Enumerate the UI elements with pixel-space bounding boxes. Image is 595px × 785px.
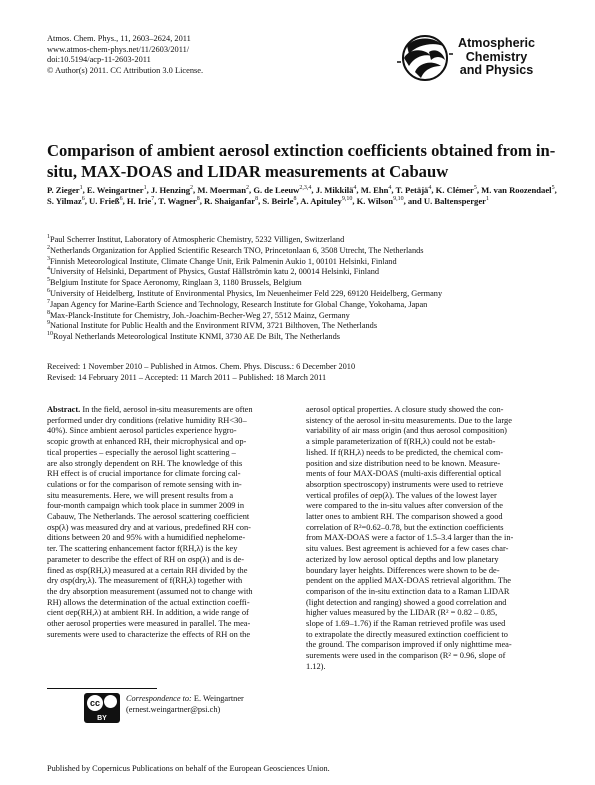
abstract-line-text: sistency of the aerosol in-situ measurements. Due to the large bbox=[306, 415, 512, 425]
logo-line-3: and Physics bbox=[459, 63, 534, 77]
abstract-line-text: variability of air mass origin (and thus aerosol composition) bbox=[306, 426, 507, 436]
abstract-line bbox=[306, 544, 555, 555]
affiliation-text: Finnish Meteorological Institute, Climate Change Unit, Erik Palmenin Aukio 1, 00101 Helsinki, Finland bbox=[50, 256, 397, 266]
abstract-line-text: ter. The scattering enhancement factor f(RH,λ) is the key bbox=[47, 544, 238, 554]
copyright: © Author(s) 2011. CC Attribution 3.0 License. bbox=[47, 65, 204, 75]
by-text: BY bbox=[97, 715, 107, 722]
abstract-line-text: correlation of R²=0.62–0.78, but the extinction coefficients bbox=[306, 522, 504, 532]
author-name: M. Ehn bbox=[360, 185, 389, 195]
affiliation-text: National Institute for Public Health and the Environment RIVM, 3721 Bilthoven, The Netherlands bbox=[50, 321, 378, 331]
abstract-line-text: parameter to describe the effect of RH on σsp(λ) and is de- bbox=[47, 554, 245, 564]
affiliation-list bbox=[47, 235, 557, 343]
abstract-line bbox=[306, 469, 555, 480]
abstract-line bbox=[306, 608, 555, 619]
abstract-line bbox=[47, 630, 296, 641]
abstract-line-text: culations or for the comparison of remote sensing with in- bbox=[47, 479, 242, 489]
author-affiliation-mark: 1 bbox=[79, 185, 83, 192]
author-name: J. Henzing bbox=[150, 185, 191, 195]
author-affiliation-mark: 7 bbox=[151, 196, 155, 203]
abstract-line bbox=[306, 405, 555, 416]
abstract-line-text: the ground. The comparison improved if only nighttime mea- bbox=[306, 640, 512, 650]
abstract-line bbox=[306, 555, 555, 566]
abstract-line bbox=[306, 416, 555, 427]
abstract-line-text: absorption spectroscopy) instruments were used to retrieve bbox=[306, 479, 504, 489]
abstract-line-text: ments of four MAX-DOAS (multi-axis differential optical bbox=[306, 469, 502, 479]
abstract-line bbox=[47, 459, 296, 470]
abstract-line bbox=[47, 523, 296, 534]
abstract-line bbox=[306, 587, 555, 598]
affiliation-number: 8 bbox=[47, 309, 50, 316]
abstract-line-text: Cabauw, The Netherlands. The aerosol scattering coefficient bbox=[47, 512, 250, 522]
abstract-line bbox=[47, 405, 296, 416]
abstract-line-text: surements were used to characterize the effects of RH on the bbox=[47, 629, 251, 639]
abstract-line bbox=[47, 426, 296, 437]
affiliation-item bbox=[47, 311, 557, 322]
author-name: K. Wilson bbox=[356, 196, 394, 207]
abstract-line bbox=[47, 501, 296, 512]
author-name: P. Zieger bbox=[47, 185, 80, 195]
abstract-line bbox=[47, 555, 296, 566]
abstract-column-right bbox=[306, 405, 555, 673]
affiliation-number: 7 bbox=[47, 299, 50, 306]
abstract-line bbox=[47, 587, 296, 598]
abstract-line-text: acterized by low aerosol optical depths and low planetary bbox=[306, 554, 499, 564]
abstract-line bbox=[306, 566, 555, 577]
abstract-line bbox=[47, 619, 296, 630]
abstract-line bbox=[306, 598, 555, 609]
abstract-line-text: four-month campaign which took place in summer 2009 in bbox=[47, 501, 245, 511]
abstract-line-text: situ values. Best agreement is achieved for a few cases char- bbox=[306, 544, 509, 554]
abstract-line bbox=[306, 640, 555, 651]
abstract-line-text: pendent on the applied MAX-DOAS retrieval algorithm. The bbox=[306, 576, 511, 586]
cc-symbol: cc bbox=[87, 695, 103, 711]
affiliation-number: 9 bbox=[47, 320, 50, 327]
abstract-line-text: cient σep(RH,λ) at ambient RH. In addition, a wide range of bbox=[47, 608, 249, 618]
abstract-line-text: are also strongly dependent on RH. The knowledge of this bbox=[47, 458, 243, 468]
abstract-line bbox=[47, 512, 296, 523]
abstract-line-text: position and size distribution need to be known. Measure- bbox=[306, 458, 501, 468]
abstract-line-text: comparison of the in-situ extinction data to a Raman LIDAR bbox=[306, 586, 510, 596]
author-affiliation-mark: 8 bbox=[196, 196, 200, 203]
abstract-line bbox=[47, 480, 296, 491]
affiliation-item bbox=[47, 289, 557, 300]
publisher-footer: Published by Copernicus Publications on behalf of the European Geosciences Union. bbox=[47, 764, 330, 773]
person-icon bbox=[104, 695, 117, 708]
abstract-line bbox=[47, 491, 296, 502]
abstract-line bbox=[306, 662, 555, 673]
affiliation-number: 3 bbox=[47, 255, 50, 262]
abstract-line-text: a simple parameterization of f(RH,λ) could not be estab- bbox=[306, 437, 496, 447]
affiliation-text: Netherlands Organization for Applied Scientific Research TNO, Princetonlaan 6, 3508 Utrecht, The Netherlands bbox=[50, 245, 424, 255]
affiliation-item bbox=[47, 332, 557, 343]
author-list: P. Zieger$^1$, E. Weingartner$^1$, J. Henzing$^2$, M. Moerman$^2$, G. de Leeuw$^{2,3,4}$, J. Mikkilä$^4$, M. Ehn$^4$, T. Petäjä$^4$, K. Clémer$^5$, M. van Roozendael$^5$, S. Yilmaz$^6$, U. Frieß$^6$, H. Irie$^7$, T. Wagner$^8$, R. Shaiganfar$^8$, S. Beirle$^8$, A. Apituley$^{9,10}$, K. Wilson$^{9,10}$, and U. Baltensperger$^1$ bbox=[47, 185, 557, 207]
abstract-line bbox=[47, 576, 296, 587]
received-line: Received: 1 November 2010 – Published in Atmos. Chem. Phys. Discuss.: 6 December 2010 bbox=[47, 362, 356, 371]
abstract-line bbox=[306, 576, 555, 587]
abstract-line-text: higher values measured by the LIDAR (R² = 0.82 – 0.85, bbox=[306, 608, 498, 618]
abstract-line bbox=[47, 566, 296, 577]
abstract-line-text: the dry absorption measurement (assumed not to change with bbox=[47, 586, 253, 596]
affiliation-number: 2 bbox=[47, 245, 50, 252]
affiliation-text: Max-Planck-Institute for Chemistry, Joh.-Joachim-Becher-Weg 27, 5512 Mainz, Germany bbox=[50, 310, 350, 320]
author-affiliation-mark: 9,10 bbox=[393, 196, 404, 203]
affiliation-text: University of Heidelberg, Institute of Environmental Physics, Im Neuenheimer Feld 229, 69120 Heidelberg, Germany bbox=[50, 288, 443, 298]
abstract-line-text: were compared to the in-situ values after conversion of the bbox=[306, 501, 503, 511]
journal-citation: Atmos. Chem. Phys., 11, 2603–2624, 2011 bbox=[47, 34, 191, 43]
abstract-line-text: In the field, aerosol in-situ measurements are often bbox=[80, 405, 253, 414]
abstract-line-text: 1.12). bbox=[306, 661, 326, 671]
abstract-line-text: (light detection and ranging) showed a good correlation and bbox=[306, 597, 507, 607]
author-affiliation-mark: 2 bbox=[246, 185, 250, 192]
abstract-line bbox=[47, 448, 296, 459]
author-name: H. Irie bbox=[126, 196, 152, 207]
abstract-line-text: 40%). Since ambient aerosol particles experience hygro- bbox=[47, 426, 237, 436]
correspondence bbox=[126, 693, 244, 715]
author-name: E. Weingartner bbox=[86, 185, 144, 195]
affiliation-number: 6 bbox=[47, 288, 50, 295]
abstract-line bbox=[47, 437, 296, 448]
abstract-line bbox=[306, 533, 555, 544]
affiliation-item bbox=[47, 246, 557, 257]
author-name: J. Mikkilä bbox=[315, 185, 354, 195]
abstract-line bbox=[306, 426, 555, 437]
author-affiliation-mark: 4 bbox=[388, 185, 392, 192]
abstract-line-text: latter ones to ambient RH. The comparison showed a good bbox=[306, 512, 503, 522]
abstract-line-text: lished. If f(RH,λ) needs to be predicted, the chemical com- bbox=[306, 447, 504, 457]
affiliation-number: 5 bbox=[47, 277, 50, 284]
abstract-line-text: to extrapolate the directly measured extinction coefficient to bbox=[306, 629, 508, 639]
author-name: K. Clémer bbox=[435, 185, 474, 195]
author-affiliation-mark: 1 bbox=[485, 196, 489, 203]
affiliation-item bbox=[47, 321, 557, 332]
publication-dates bbox=[47, 362, 355, 384]
author-affiliation-mark: 4 bbox=[428, 185, 432, 192]
abstract-line bbox=[47, 533, 296, 544]
author-affiliation-mark: 8 bbox=[255, 196, 259, 203]
author-affiliation-mark: 6 bbox=[119, 196, 123, 203]
author-affiliation-mark: 2 bbox=[190, 185, 194, 192]
abstract-line-text: surements were used in the comparison (R² = 0.96, slope of bbox=[306, 651, 506, 661]
abstract-line-text: from MAX-DOAS were a factor of 1.5–3.4 larger than the in- bbox=[306, 533, 514, 543]
author-name: M. Moerman bbox=[197, 185, 247, 195]
abstract-line bbox=[306, 651, 555, 662]
abstract-line bbox=[306, 630, 555, 641]
footnote-rule bbox=[47, 688, 157, 689]
abstract-line-text: situ measurements. Here, we will present results from a bbox=[47, 490, 234, 500]
abstract-line-text: boundary layer heights. Differences were shown to be de- bbox=[306, 565, 500, 575]
author-affiliation-mark: 4 bbox=[353, 185, 357, 192]
abstract-line bbox=[306, 512, 555, 523]
abstract-line bbox=[47, 544, 296, 555]
abstract-line bbox=[47, 598, 296, 609]
author-affiliation-mark: 1 bbox=[143, 185, 147, 192]
abstract-line bbox=[306, 459, 555, 470]
affiliation-item bbox=[47, 300, 557, 311]
affiliation-item bbox=[47, 235, 557, 246]
abstract-line-text: σsp(λ) was measured dry and at various, predefined RH con- bbox=[47, 522, 251, 532]
abstract-line-text: performed under dry conditions (relative humidity RH<30– bbox=[47, 415, 247, 425]
revised-line: Revised: 14 February 2011 – Accepted: 11 March 2011 – Published: 18 March 2011 bbox=[47, 372, 327, 382]
author-affiliation-mark: 6 bbox=[81, 196, 85, 203]
author-affiliation-mark: 5 bbox=[551, 185, 555, 192]
abstract-line-text: other aerosol properties were measured in parallel. The mea- bbox=[47, 619, 251, 629]
author-affiliation-mark: 2,3,4 bbox=[299, 185, 312, 192]
logo-line-1: Atmospheric bbox=[458, 36, 535, 50]
author-name: U. Frieß bbox=[89, 196, 120, 207]
cc-by-license-icon[interactable] bbox=[84, 693, 120, 723]
abstract-line-text: RH effect is of crucial importance for climate forcing cal- bbox=[47, 469, 241, 479]
abstract-line bbox=[47, 416, 296, 427]
logo-line-2: Chemistry bbox=[465, 49, 528, 64]
author-name: R. Shaiganfar bbox=[204, 196, 256, 207]
affiliation-item bbox=[47, 278, 557, 289]
abstract-line-text: fined as σsp(RH,λ) measured at a certain RH divided by the bbox=[47, 565, 248, 575]
abstract-line bbox=[306, 619, 555, 630]
abstract-line bbox=[306, 491, 555, 502]
affiliation-text: Japan Agency for Marine-Earth Science and Technology, Research Institute for Global Change, Yokohama, Japan bbox=[50, 299, 428, 309]
author-name: U. Baltensperger bbox=[423, 196, 486, 207]
abstract-line-text: scopic growth at enhanced RH, their microphysical and op- bbox=[47, 437, 247, 447]
abstract-label: Abstract. bbox=[47, 405, 81, 414]
abstract-line bbox=[306, 501, 555, 512]
affiliation-text: Royal Netherlands Meteorological Institute KNMI, 3730 AE De Bilt, The Netherlands bbox=[53, 332, 340, 342]
affiliation-text: Belgium Institute for Space Aeronomy, Ringlaan 3, 1180 Brussels, Belgium bbox=[50, 278, 302, 288]
author-affiliation-mark: 9,10 bbox=[341, 196, 353, 203]
abstract-line bbox=[306, 480, 555, 491]
doi[interactable]: doi:10.5194/acp-11-2603-2011 bbox=[47, 55, 151, 65]
affiliation-number: 4 bbox=[47, 266, 50, 273]
abstract-line-text: RH) allows the determination of the actual extinction coeffi- bbox=[47, 597, 250, 607]
author-name: T. Petäjä bbox=[395, 185, 429, 195]
abstract-line bbox=[306, 448, 555, 459]
abstract-line bbox=[47, 469, 296, 480]
abstract-column-left bbox=[47, 405, 296, 640]
author-name: T. Wagner bbox=[158, 196, 197, 207]
header-meta bbox=[47, 34, 203, 76]
abstract-line-text: vertical profiles of σep(λ). The values of the lowest layer bbox=[306, 490, 497, 500]
author-affiliation-mark: 5 bbox=[473, 185, 477, 192]
journal-url[interactable]: www.atmos-chem-phys.net/11/2603/2011/ bbox=[47, 44, 190, 54]
abstract-line-text: slope of 1.69–1.76) if the Raman retrieved profile was used bbox=[306, 619, 506, 629]
author-name: M. van Roozendael bbox=[481, 185, 552, 195]
correspondence-label: Correspondence to: bbox=[126, 694, 192, 703]
author-name: G. de Leeuw bbox=[253, 185, 300, 195]
author-name: S. Beirle bbox=[262, 196, 294, 207]
affiliation-text: Paul Scherrer Institut, Laboratory of Atmospheric Chemistry, 5232 Villigen, Switzerland bbox=[50, 235, 345, 244]
journal-logo-icon bbox=[395, 32, 455, 84]
abstract-line bbox=[306, 523, 555, 534]
affiliation-number: 1 bbox=[47, 234, 50, 241]
abstract-line-text: aerosol optical properties. A closure study showed the con- bbox=[306, 405, 504, 414]
correspondence-email[interactable]: (ernest.weingartner@psi.ch) bbox=[126, 705, 221, 714]
author-name: S. Yilmaz bbox=[47, 196, 82, 207]
abstract-line-text: tical properties – especially the aerosol light scattering – bbox=[47, 447, 236, 457]
affiliation-item bbox=[47, 257, 557, 268]
affiliation-text: University of Helsinki, Department of Physics, Gustaf Hällströmin katu 2, 00014 Helsinki, Finland bbox=[50, 267, 380, 277]
correspondence-name: E. Weingartner bbox=[191, 694, 244, 703]
paper-title: Comparison of ambient aerosol extinction coefficients obtained from in-situ, MAX-DOAS and LIDAR measurements at Cabauw bbox=[47, 141, 556, 181]
abstract-line-text: dry σsp(dry,λ). The measurement of f(RH,λ) together with bbox=[47, 576, 243, 586]
affiliation-number: 10 bbox=[47, 331, 53, 338]
author-name: A. Apituley bbox=[300, 196, 342, 207]
author-affiliation-mark: 8 bbox=[293, 196, 297, 203]
affiliation-item bbox=[47, 267, 557, 278]
journal-logo-text bbox=[458, 37, 535, 78]
abstract-line bbox=[47, 608, 296, 619]
abstract-line-text: ditions between 20 and 95% with a humidified nephelome- bbox=[47, 533, 246, 543]
abstract-line bbox=[306, 437, 555, 448]
